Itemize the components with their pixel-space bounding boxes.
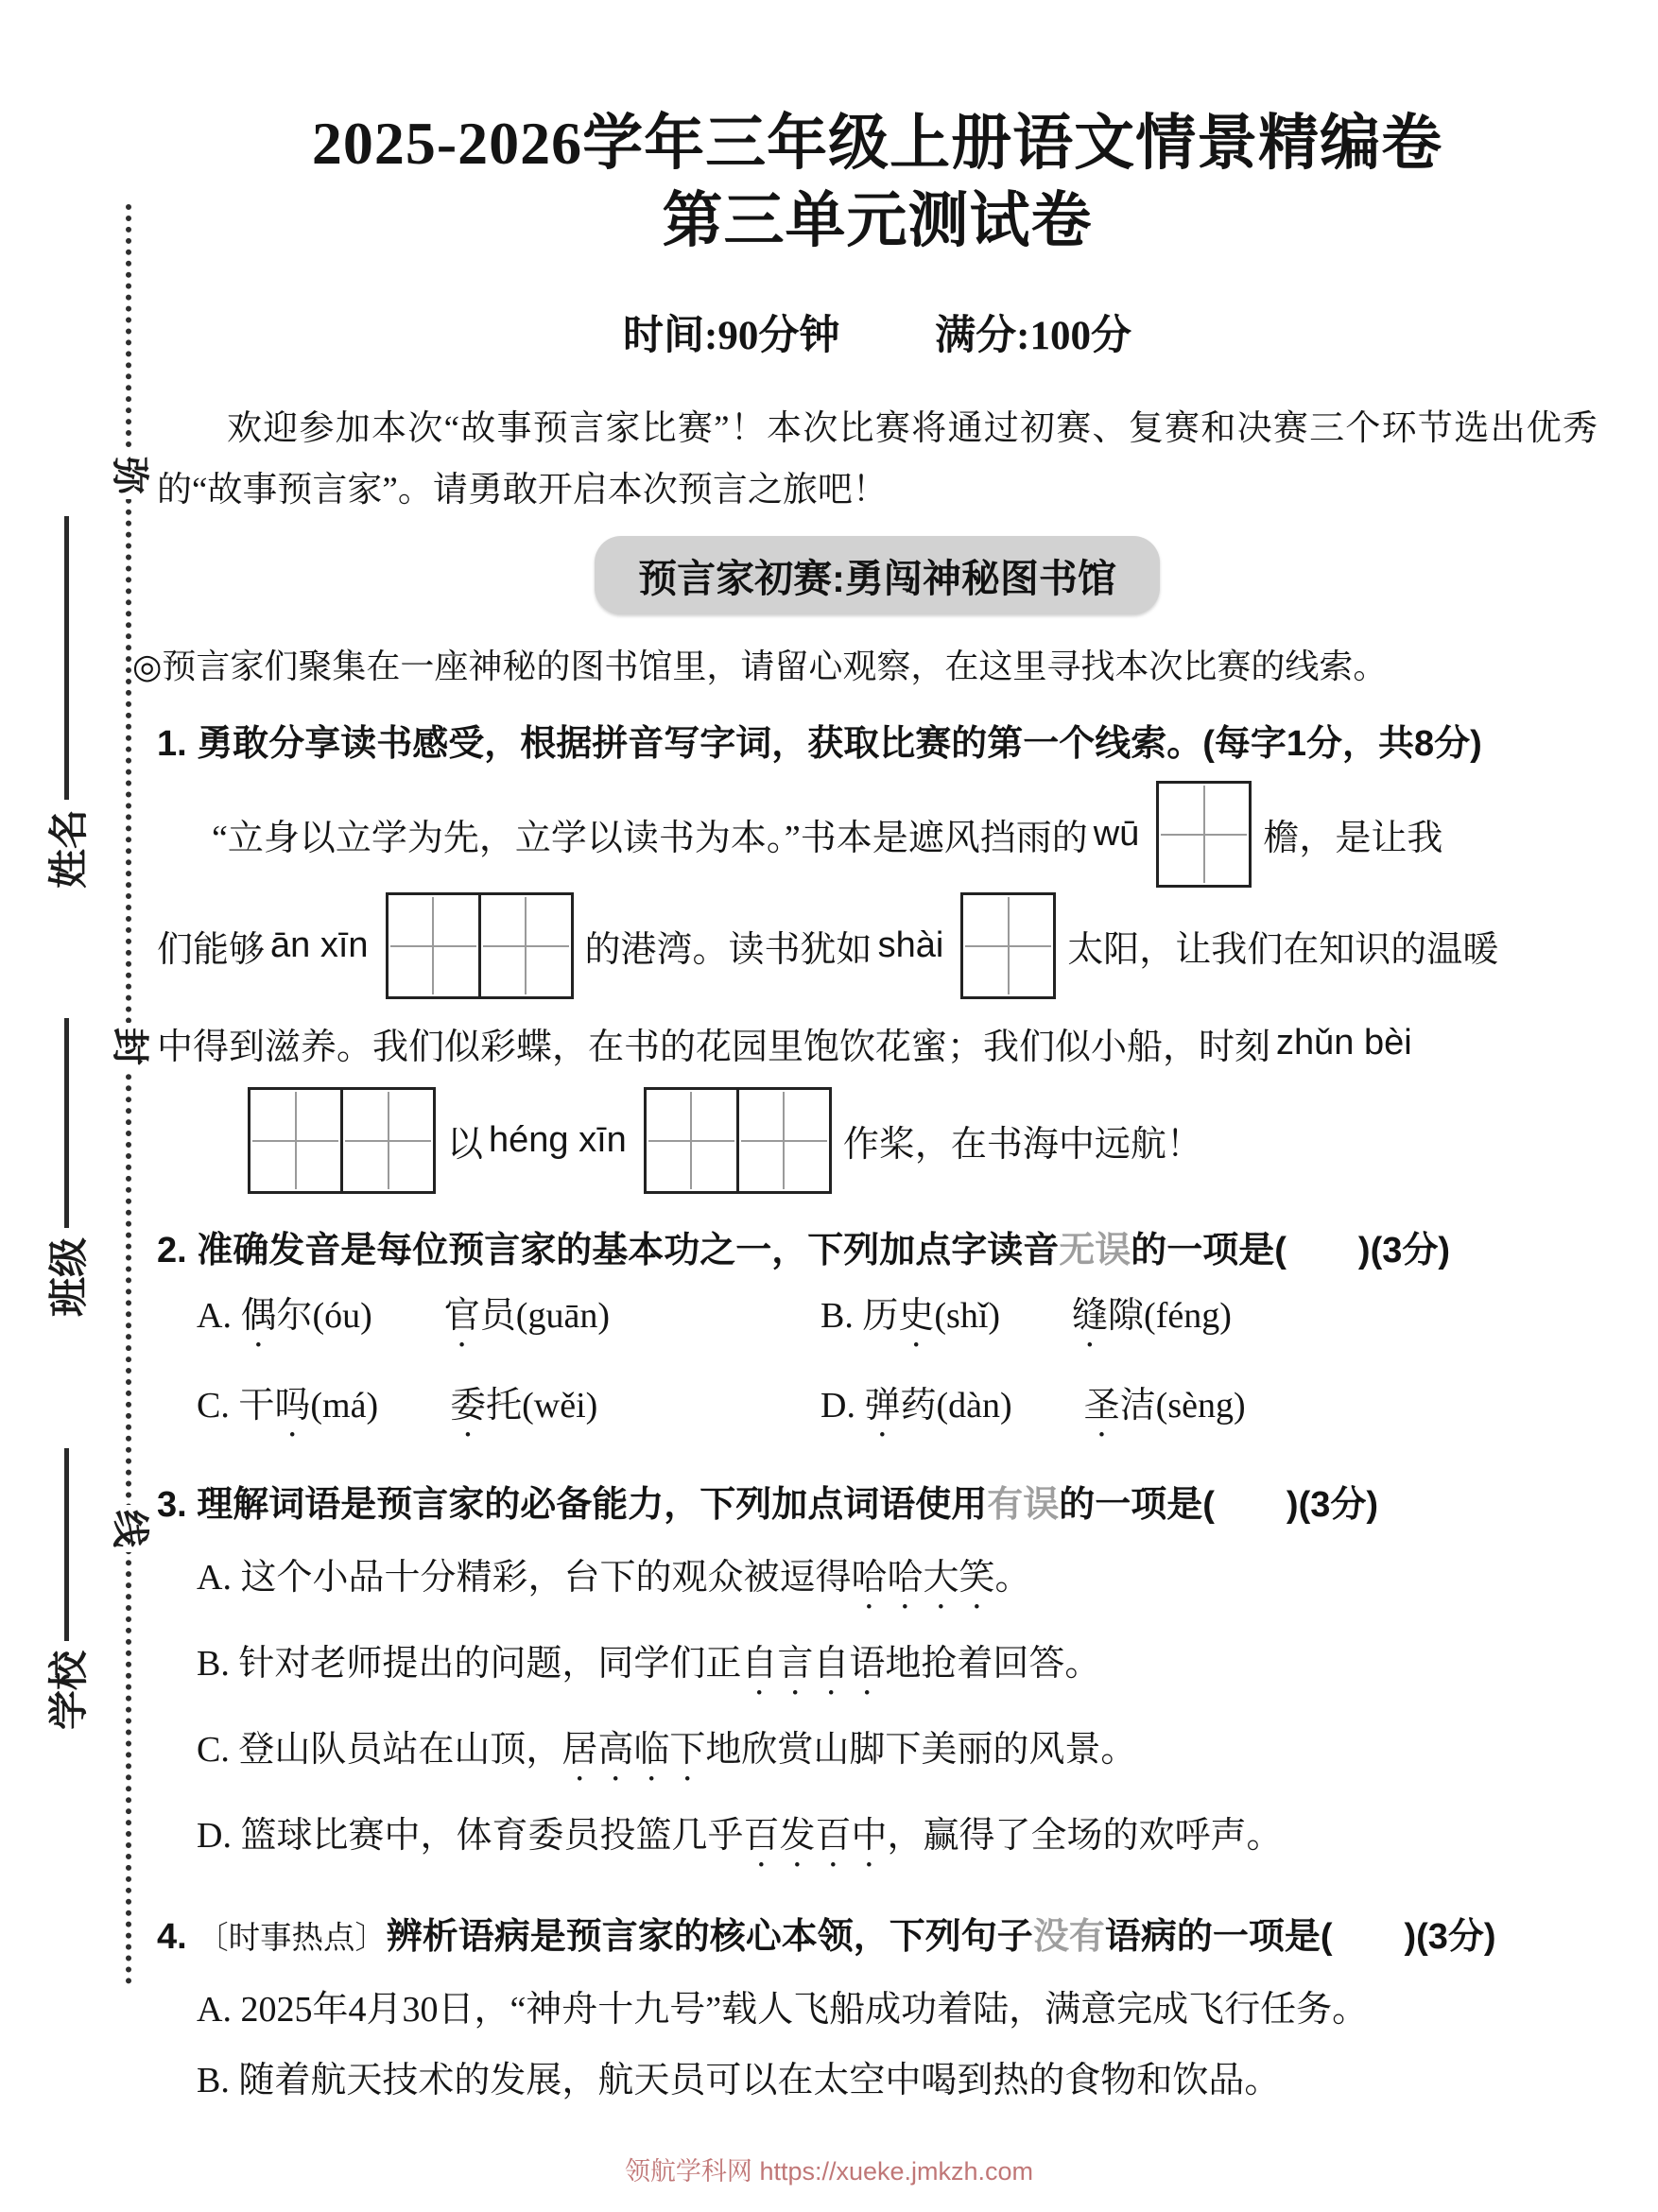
dotted-emphasis-word: 偶 [240,1295,277,1336]
question-2-header [157,1225,1598,1277]
text-segment: C. 登山队员站在山顶， [197,1729,562,1770]
text-segment: D. 篮球比赛中，体育委员投篮几乎 [197,1815,744,1856]
question-2-option-d [820,1382,1598,1445]
text-segment: 员(guān) [479,1295,610,1336]
question-3-option-a [157,1554,1598,1617]
section-badge: 预言家初赛:勇闯神秘图书馆 [595,536,1160,614]
text-segment: 4. [157,1916,198,1957]
hanzi-writing-box-group[interactable] [644,1087,832,1194]
paper-title-line2: 第三单元测试卷 [662,186,1093,254]
text-segment: 〔时事热点〕 [197,1920,387,1956]
dotted-emphasis-word: 官 [443,1295,480,1336]
text-segment: 中得到滋养。我们似彩蝶，在书的花园里饱饮花蜜；我们似小船，时刻 [157,1028,1271,1068]
question-3-option-b [157,1640,1598,1703]
seal-char-feng: 封 [106,1023,153,1070]
dotted-emphasis-word: 委 [450,1385,487,1426]
text-segment: 太阳，让我们在知识的温暖 [1067,930,1499,971]
text-segment: 檐，是让我 [1263,819,1443,859]
text-segment: 以 [447,1125,484,1166]
text-segment: 的一项是( )(3分) [1131,1230,1451,1270]
text-segment: 隙(féng) [1108,1295,1232,1336]
text-segment: 尔(óu) [276,1295,444,1336]
school-field [42,1429,91,1730]
question-3-option-c [157,1726,1598,1789]
watermark-footer: 领航学科网 https://xueke.jmkzh.com [624,2157,1034,2186]
text-segment: 。 [994,1557,1031,1598]
hanzi-writing-box-cell[interactable] [248,1087,343,1194]
hanzi-writing-box-cell[interactable] [644,1087,739,1194]
text-segment: C. 干 [197,1385,275,1426]
question-2-options [157,1292,1598,1445]
text-segment: 作桨，在书海中远航！ [842,1125,1202,1166]
time-score-line [157,303,1598,361]
dotted-emphasis-word: 圣 [1083,1385,1120,1426]
pinyin-text: shài [877,925,944,966]
question-2-option-a [197,1292,820,1356]
hanzi-writing-box-cell[interactable] [478,892,574,999]
gray-emphasis-word: 没有 [1032,1916,1105,1957]
section-badge-row [157,536,1598,614]
question-1-passage [157,779,1598,1197]
name-field-label: 姓名 [48,808,92,889]
question-4-option-a: A. 2025年4月30日，“神舟十九号”载人飞船成功着陆，满意完成飞行任务。 [197,1989,1369,2030]
class-field [42,999,91,1317]
hanzi-writing-box-group[interactable] [1156,781,1252,888]
passage-line-4 [157,1085,1598,1197]
text-segment: 们能够 [157,930,266,971]
test-paper [132,0,1598,2105]
name-field [42,497,91,889]
text-segment: 洁(sèng) [1119,1385,1246,1426]
text-segment: B. 针对老师提出的问题，同学们正 [197,1643,742,1684]
question-4-option-b: B. 随着航天技术的发展，航天员可以在太空中喝到热的食物和饮品。 [197,2061,1281,2101]
passage-line-1 [157,779,1598,890]
dotted-emphasis-word: 弹 [864,1385,901,1426]
hanzi-writing-box-cell[interactable] [1156,781,1252,888]
question-3-header [157,1479,1598,1531]
question-1-header: 1. 勇敢分享读书感受，根据拼音写字词，获取比赛的第一个线索。(每字1分，共8分) [157,724,1482,765]
text-segment: ，赢得了全场的欢呼声。 [887,1815,1283,1856]
passage-line-3 [157,1002,1598,1085]
pinyin-text: zhǔn bèi [1276,1023,1412,1063]
question-2-option-b [820,1292,1598,1356]
passage-line-2 [157,890,1598,1002]
text-segment: D. [820,1385,865,1426]
text-segment: 的港湾。读书犹如 [584,930,872,971]
seal-char-mi: 弥 [106,452,153,499]
time-limit: 时间:90分钟 [623,314,840,359]
question-4-header [157,1911,1598,1963]
text-segment: (má) [310,1385,451,1426]
hanzi-writing-box-cell[interactable] [386,892,481,999]
dotted-emphasis-word: 史 [898,1295,935,1336]
text-segment: 地抢着回答。 [885,1643,1101,1684]
text-segment: A. 这个小品十分精彩，台下的观众被逗得 [197,1557,852,1598]
pinyin-text: ān xīn [270,925,369,966]
intro-paragraph: 欢迎参加本次“故事预言家比赛”！本次比赛将通过初赛、复赛和决赛三个环节选出优秀的“故事预言家”。请勇敢开启本次预言之旅吧！ [157,409,1598,510]
class-field-label: 班级 [48,1236,92,1317]
dotted-emphasis-word: 缝 [1072,1295,1109,1336]
text-segment: 2. 准确发音是每位预言家的基本功之一，下列加点字读音 [157,1230,1060,1270]
hanzi-writing-box-group[interactable] [248,1087,436,1194]
dotted-emphasis-word: 百发百中 [743,1815,888,1856]
gray-emphasis-word: 有误 [987,1484,1060,1525]
text-segment: 语病的一项是( )(3分) [1104,1916,1496,1957]
question-3-option-d [157,1812,1598,1875]
seal-char-xian: 线 [106,1505,153,1552]
text-segment: “立身以立学为先，立学以读书为本。”书本是遮风挡雨的 [212,819,1088,859]
gray-emphasis-word: 无误 [1059,1230,1131,1270]
text-segment: (shǐ) [934,1295,1073,1336]
dotted-emphasis-word: 吗 [274,1385,311,1426]
section-note: ◎预言家们聚集在一座神秘的图书馆里，请留心观察，在这里寻找本次比赛的线索。 [132,648,1388,686]
hanzi-writing-box-group[interactable] [960,892,1056,999]
text-segment: A. [197,1295,241,1336]
dotted-emphasis-word: 居高临下 [561,1729,706,1770]
full-score: 满分:100分 [935,314,1131,359]
dotted-emphasis-word: 哈哈大笑 [851,1557,995,1598]
name-field-blank-line[interactable] [64,516,69,800]
text-segment: 地欣赏山脚下美丽的风景。 [705,1729,1137,1770]
text-segment: 药(dàn) [900,1385,1084,1426]
hanzi-writing-box-cell[interactable] [736,1087,832,1194]
text-segment: B. 历 [820,1295,899,1336]
hanzi-writing-box-cell[interactable] [340,1087,436,1194]
text-segment: 辨析语病是预言家的核心本领，下列句子 [386,1916,1033,1957]
question-2-option-c [197,1382,820,1445]
text-segment: 3. 理解词语是预言家的必备能力，下列加点词语使用 [157,1484,988,1525]
class-field-blank-line[interactable] [64,1018,69,1228]
school-field-label: 学校 [48,1650,92,1730]
dotted-emphasis-word: 自言自语 [741,1643,886,1684]
hanzi-writing-box-cell[interactable] [960,892,1056,999]
paper-title-line1: 2025-2026学年三年级上册语文情景精编卷 [311,110,1443,177]
text-segment: 托(wěi) [486,1385,598,1426]
pinyin-text: wū [1093,814,1140,855]
school-field-blank-line[interactable] [64,1448,69,1641]
text-segment: 的一项是( )(3分) [1059,1484,1379,1525]
hanzi-writing-box-group[interactable] [386,892,574,999]
pinyin-text: héng xīn [489,1120,627,1161]
